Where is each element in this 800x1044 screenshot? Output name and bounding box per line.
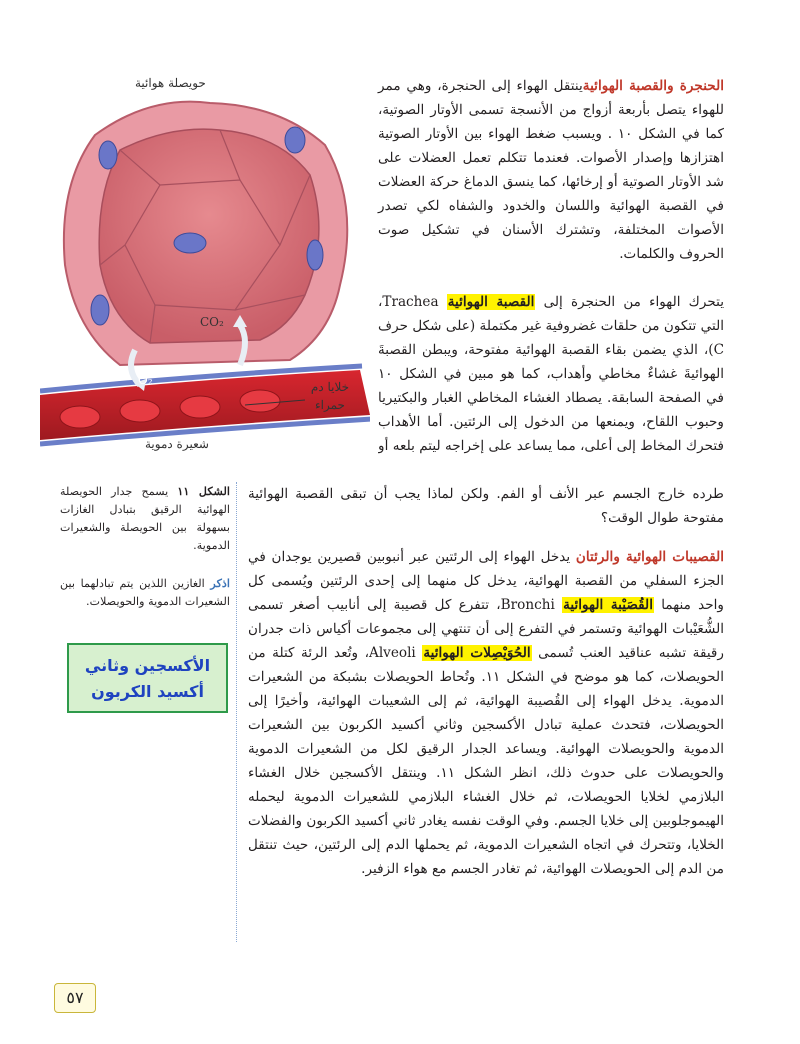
section-trachea-post: Trachea، التي تتكون من حلقات غضروفية غير مكتملة (على شكل حرف C)، الذي يضمن بقاء القصبة الهوائية مفتوحة، ويبطن القصبةَ الهوائيةَ غشاءٌ مخاطي وأهداب، كما هو مبين في الشكل ١٠ في الصفحة السابقة. يصطاد الغشاء المخاطي الغبار والبكتيريا وحبوب اللقاح، ويمنعها من الدخول إلى الرئتين. أما الأهداب فتحرك المخاط إلى أعلى، مما يساعد على إخراجه ليتم بلعه أو	[378, 294, 724, 454]
figure-label-co2: CO₂	[200, 315, 224, 329]
section-larynx-text: ينتقل الهواء إلى الحنجرة، وهي ممر للهواء يتصل بأربعة أزواج من الأنسجة تسمى الأوتار الصوتية، كما في الشكل ١٠ . ويسبب ضغط الهواء بين الأوتار الصوتية اهتزازها وإصدار الأصوات. فعندما تتكلم تعمل العضلات على شد الأوتار الصوتية أو إرخائها، كما ينسق الدماغ حركة العضلات في القصبة الهوائية واللسان والخدود والشفاه لكي تصدر الأصوات المختلفة، وتشترك الأسنان في تشكيل صوت الحروف والكلمات.	[378, 78, 724, 262]
section-trachea-continuation	[248, 482, 724, 530]
caption-note-text: الغازين اللذين يتم تبادلهما بين الشعيرات الدموية والحويصلات.	[60, 577, 230, 608]
page-number: ٥٧	[54, 983, 96, 1013]
figure-caption	[60, 482, 230, 555]
figure-label-capillary: شعيرة دموية	[145, 437, 209, 451]
section-bronchi-text2: Bronchi، تتفرع كل قصيبة إلى أنابيب أصغر تسمى الشُّعَيْبات الهوائية وتستمر في التفرع إلى أن تنتهي إلى مجموعات أكياس ذات جدران رقيقة تشبه عناقيد العنب تُسمى	[248, 597, 724, 661]
section-larynx-lead: الحنجرة والقصبة الهوائية	[582, 78, 724, 94]
caption-figure-number: الشكل ١١	[177, 484, 230, 498]
section-bronchi-text3: Alveoli، وتُعد الرئة كتلة من الحويصلات، كما هو موضح في الشكل ١١. وتُحاط الحويصلات بشبكة من الشعيرات الدموية. يدخل الهواء إلى القُصيبة الهوائية، ثم إلى الشعيبات الهوائية، وأخيرًا إلى الحويصلات، فتحدث عملية تبادل الأكسجين وثاني أكسيد الكربون بين الشعيرات الدموية والحويصلات الهوائية. ويساعد الجدار الرقيق لكل من الشعيرات الدموية والحويصلات على حدوث ذلك، انظر الشكل ١١. وينتقل الأكسجين خلال الغشاء البلازمي لخلايا الحويصلات، ثم خلال الغشاء البلازمي للشعيرات الدموية ليحمله الهيموجلوبين إلى خلايا الجسم. وفي الوقت نفسه يغادر ثاني أكسيد الكربون والفضلات الخلايا، وتتحرك في اتجاه الشعيرات الدموية، ثم يحملها الدم إلى الرئتين، حيث تنتقل من الدم إلى الحويصلات الهوائية، ثم تغادر الجسم مع هواء الزفير.	[248, 645, 724, 877]
section-trachea-continuation-text: طرده خارج الجسم عبر الأنف أو الفم. ولكن لماذا يجب أن تبقى القصبة الهوائية مفتوحة طوال الوقت؟	[248, 486, 724, 526]
figure-label-o2: O₂	[138, 373, 153, 387]
section-trachea	[378, 290, 724, 458]
term-alveoli: الحُوَيْصِلات الهوائية	[423, 645, 531, 661]
section-bronchi-lead: القصيبات الهوائية والرئتان	[575, 549, 724, 565]
section-trachea-pre: يتحرك الهواء من الحنجرة إلى	[535, 294, 724, 310]
answer-box: الأكسجين وثاني أكسيد الكربون	[67, 643, 228, 713]
term-trachea: القصبة الهوائية	[447, 294, 535, 310]
figure-label-rbc: خلايا دم حمراء	[310, 380, 350, 412]
figure-label-alveolus: حويصلة هوائية	[135, 76, 206, 90]
caption-note-label: اذكر	[210, 576, 230, 590]
caption-divider	[236, 482, 237, 942]
section-bronchi-lungs	[248, 545, 724, 881]
section-bronchi-text1: يدخل الهواء إلى الرئتين عبر أنبوبين قصيرين يوجدان في الجزء السفلي من القصبة الهوائية، يدخل كل منهما إلى إحدى الرئتين ويُسمى كل واحد منهما	[248, 549, 724, 613]
caption-note	[60, 574, 230, 611]
section-larynx-trachea	[378, 74, 724, 266]
caption-text: يسمح جدار الحويصلة الهوائية الرقيق بتبادل الغازات بسهولة بين الحويصلة والشعيرات الدموية.	[60, 485, 230, 552]
term-bronchi: القُصَيْبة الهوائية	[563, 597, 653, 613]
